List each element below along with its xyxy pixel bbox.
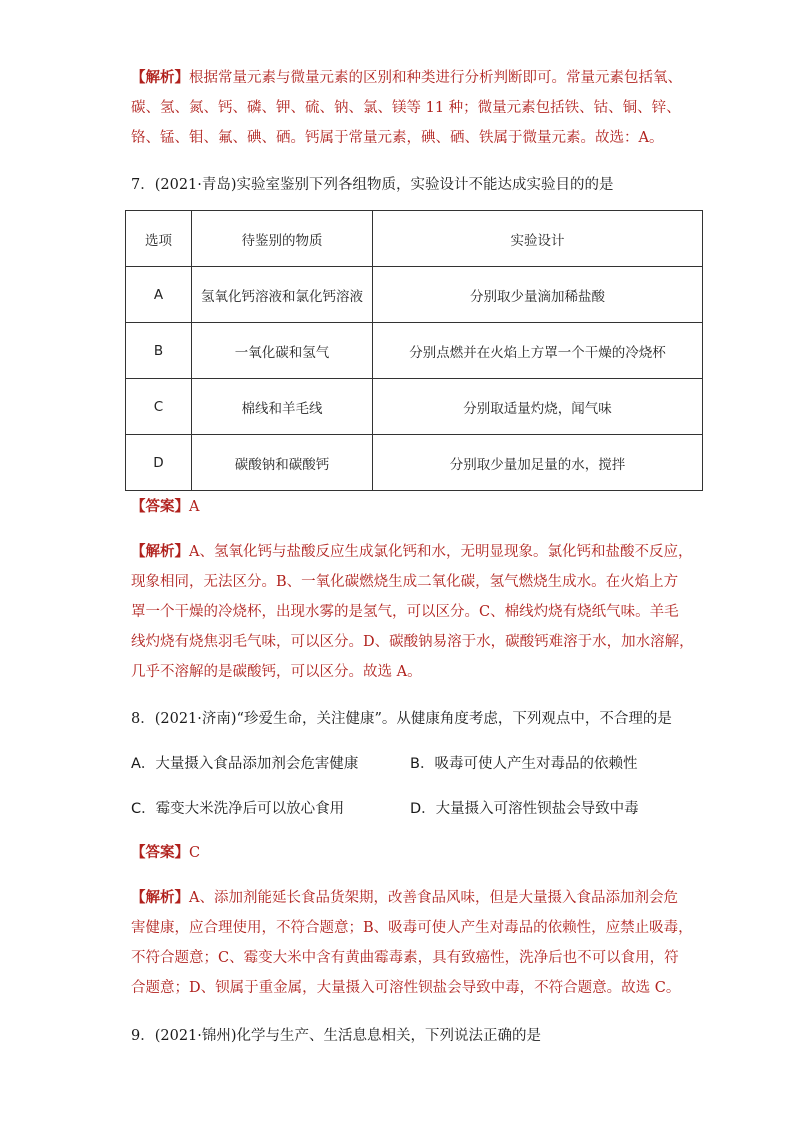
table-row (126, 435, 703, 491)
table-cell: 棉线和羊毛线 (192, 379, 373, 435)
option-d: D．大量摄入可溶性钡盐会导致中毒 (410, 801, 639, 817)
question-8-stem: 8．(2021·济南)“珍爱生命，关注健康”。从健康角度考虑，下列观点中，不合理的是 (131, 711, 672, 727)
analysis-line: 害健康，应合理使用，不符合题意；B、吸毒可使人产生对毒品的依赖性，应禁止吸毒， (131, 920, 693, 936)
table-cell: 分别取少量滴加稀盐酸 (373, 267, 703, 323)
option-b: B．吸毒可使人产生对毒品的依赖性 (410, 756, 638, 772)
analysis-tag: 【解析】 (131, 889, 189, 906)
option-a: A．大量摄入食品添加剂会危害健康 (131, 756, 359, 772)
analysis-line: 【解析】A、氢氧化钙与盐酸反应生成氯化钙和水，无明显现象。氯化钙和盐酸不反应， (131, 543, 693, 560)
table-cell: D (126, 435, 192, 491)
analysis-line: 碳、氢、氮、钙、磷、钾、硫、钠、氯、镁等 11 种；微量元素包括铁、钴、铜、锌、 (131, 100, 681, 116)
table-cell: C (126, 379, 192, 435)
analysis-line: 不符合题意；C、霉变大米中含有黄曲霉毒素，具有致癌性，洗净后也不可以食用，符 (131, 950, 679, 966)
analysis-line: 【解析】A、添加剂能延长食品货架期，改善食品风味，但是大量摄入食品添加剂会危 (131, 889, 678, 906)
table-row (126, 379, 703, 435)
table-cell: 碳酸钠和碳酸钙 (192, 435, 373, 491)
question-9-stem: 9．(2021·锦州)化学与生产、生活息息相关，下列说法正确的是 (131, 1028, 542, 1044)
answer-line (131, 843, 200, 863)
analysis-line: 几乎不溶解的是碳酸钙，可以区分。故选 A。 (131, 664, 422, 680)
table-cell: 氢氧化钙溶液和氯化钙溶液 (192, 267, 373, 323)
analysis-line: 现象相同，无法区分。B、一氧化碳燃烧生成二氧化碳，氢气燃烧生成水。在火焰上方 (131, 574, 679, 590)
option-c: C．霉变大米洗净后可以放心食用 (131, 801, 345, 817)
table-header-row (126, 211, 703, 267)
table-cell: 一氧化碳和氢气 (192, 323, 373, 379)
question-7-table (125, 210, 703, 491)
table-header: 待鉴别的物质 (192, 211, 373, 267)
answer-value: C (189, 845, 201, 861)
table-cell: B (126, 323, 192, 379)
answer-tag: 【答案】 (131, 498, 189, 515)
table-header: 选项 (126, 211, 192, 267)
table-cell: 分别取少量加足量的水，搅拌 (373, 435, 703, 491)
answer-tag: 【答案】 (131, 844, 189, 861)
table-cell: 分别取适量灼烧，闻气味 (373, 379, 703, 435)
answer-line (131, 497, 199, 517)
table-cell: 分别点燃并在火焰上方罩一个干燥的冷烧杯 (373, 323, 703, 379)
analysis-line: 【解析】根据常量元素与微量元素的区别和种类进行分析判断即可。常量元素包括氧、 (131, 69, 682, 86)
table-header: 实验设计 (373, 211, 703, 267)
question-7-stem: 7．(2021·青岛)实验室鉴别下列各组物质，实验设计不能达成实验目的的是 (131, 177, 614, 193)
analysis-tag: 【解析】 (131, 543, 189, 560)
analysis-tag: 【解析】 (131, 69, 189, 86)
table-row (126, 267, 703, 323)
table-row (126, 323, 703, 379)
table-cell: A (126, 267, 192, 323)
analysis-line: 罩一个干燥的冷烧杯，出现水雾的是氢气，可以区分。C、棉线灼烧有烧纸气味。羊毛 (131, 604, 679, 620)
analysis-line: 合题意；D、钡属于重金属，大量摄入可溶性钡盐会导致中毒，不符合题意。故选 C。 (131, 980, 681, 996)
analysis-line: 线灼烧有烧焦羽毛气味，可以区分。D、碳酸钠易溶于水，碳酸钙难溶于水，加水溶解， (131, 634, 694, 650)
analysis-line: 铬、锰、钼、氟、碘、硒。钙属于常量元素，碘、硒、铁属于微量元素。故选：A。 (131, 130, 664, 146)
answer-value: A (189, 499, 200, 515)
